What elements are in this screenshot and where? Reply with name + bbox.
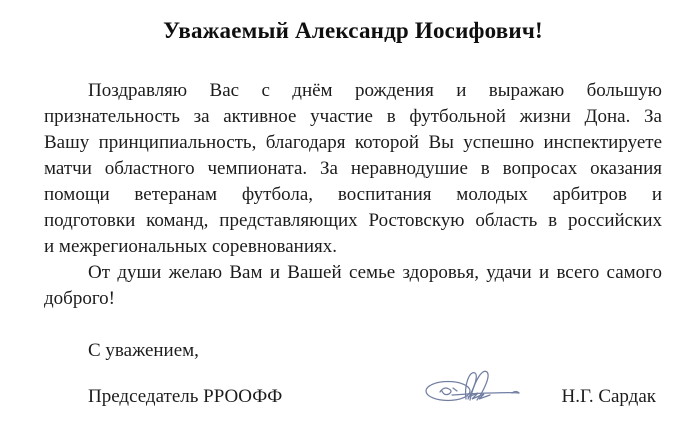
- letter-line: признательность за активное участие в футбольной жизни Дона. За: [44, 106, 662, 127]
- letter-body: [44, 78, 662, 312]
- letter-line: Поздравляю Вас с днём рождения и выражаю большую: [88, 80, 662, 101]
- letter-line: Вашу принципиальность, благодаря которой Вы успешно инспектируете: [44, 132, 662, 153]
- letter-line: От души желаю Вам и Вашей семье здоровья, удачи и всего самого: [88, 262, 662, 283]
- letter-paragraph-2: [44, 260, 662, 312]
- signatory-position-title: Председатель РРООФФ: [88, 386, 283, 407]
- letter-line: и межрегиональных соревнованиях.: [44, 236, 337, 257]
- letter-line: матчи областного чемпионата. За неравнодушие в вопросах оказания: [44, 158, 662, 179]
- letter-closing: С уважением,: [88, 340, 199, 361]
- letter-paragraph-1: [44, 78, 662, 260]
- letter-line: доброго!: [44, 288, 115, 309]
- signatory-name: Н.Г. Сардак: [561, 386, 656, 407]
- signature-row: [44, 384, 662, 410]
- letter-title: Уважаемый Александр Иосифович!: [163, 18, 543, 43]
- letter-line: помощи ветеранам футбола, воспитания молодых арбитров и: [44, 184, 662, 205]
- letter-line: подготовки команд, представляющих Ростовскую область в российских: [44, 210, 662, 231]
